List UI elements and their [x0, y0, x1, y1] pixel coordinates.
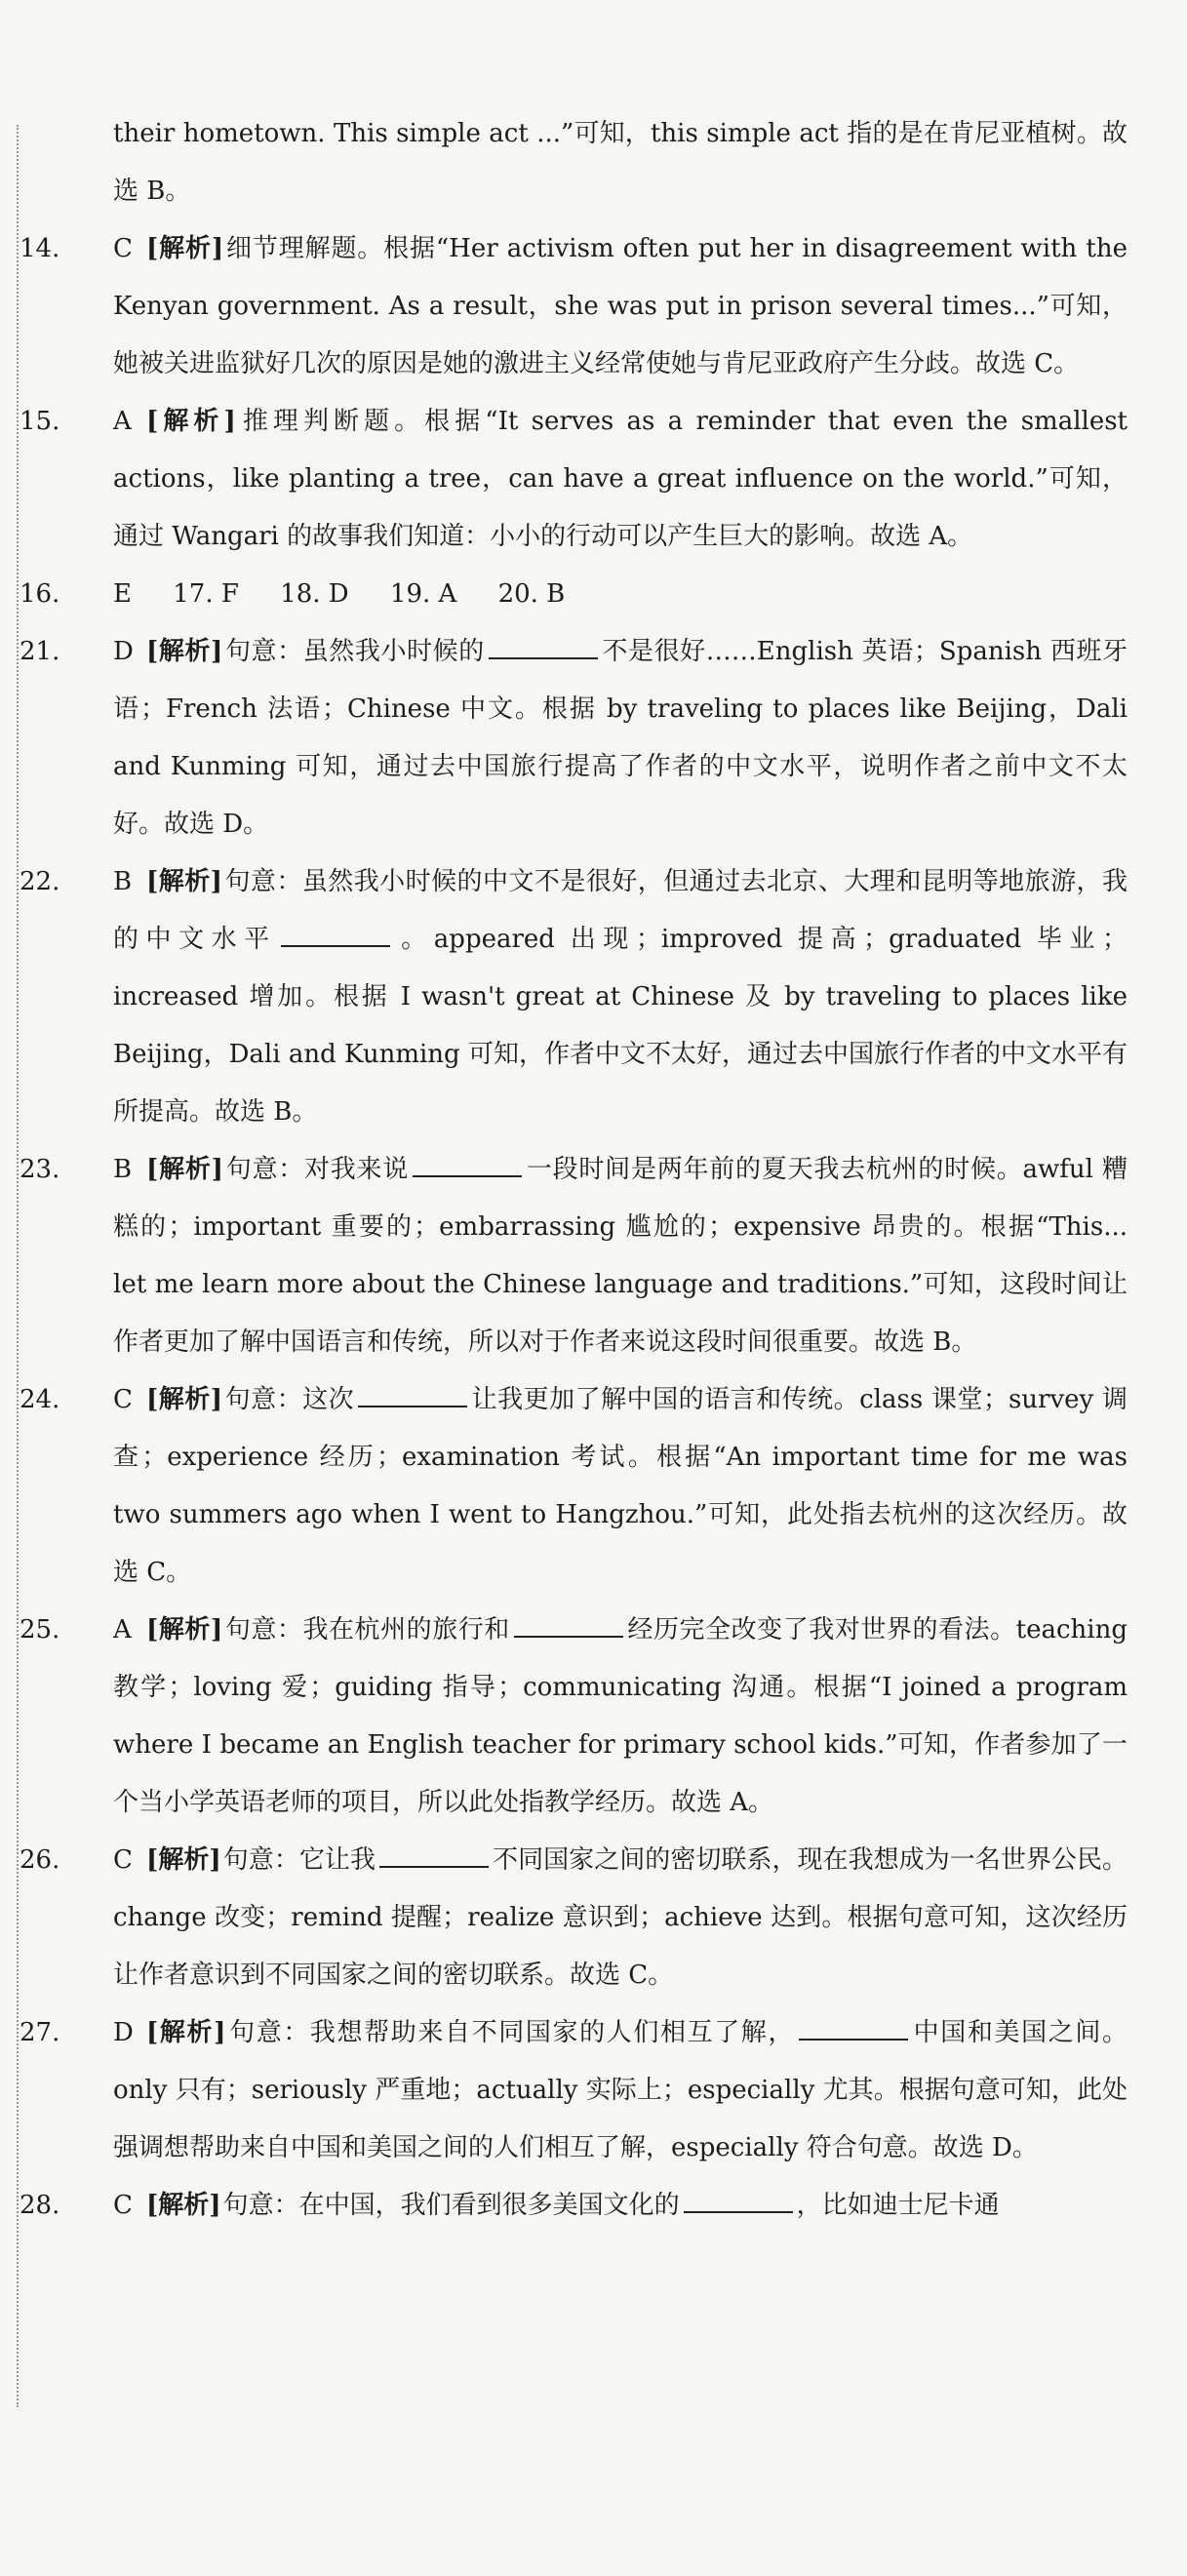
explanation-text-rest: ，比如迪士尼卡通 — [796, 2191, 1000, 2220]
answer-entry-27 — [20, 2004, 1128, 2177]
answer-entry-24 — [20, 1371, 1128, 1602]
explanation-text: 句意：虽然我小时候的 — [224, 637, 485, 666]
question-number: 21. — [20, 637, 60, 666]
answer-entry-28 — [20, 2177, 1128, 2235]
analysis-tag: [解析] — [146, 1615, 223, 1645]
explanation-text-rest: 不同国家之间的密切联系，现在我想成为一名世界公民。change 改变；remind 提醒；realize 意识到；achieve 达到。根据句意可知，这次经历让作者意识到不同国家之间的密切联系。故选 C。 — [113, 1845, 1128, 1990]
explanation-text: 细节理解题。根据“Her activism often put her in disagreement with the Kenyan government. As a result，she was put in prison several times...”可知，她被关进监狱好几次的原因是她的激进主义经常使她与肯尼亚政府产生分歧。故选 C。 — [113, 234, 1128, 378]
answer-letter: C — [113, 1845, 133, 1875]
analysis-tag: [解析] — [146, 1155, 223, 1184]
explanation-text-rest: 。appeared 出现；improved 提高；graduated 毕业；increased 增加。根据 I wasn't great at Chinese 及 by traveling to places like Beijing，Dali and Kunming 可知，作者中文不太好，通过去中国旅行作者的中文水平有所提高。故选 B。 — [113, 925, 1128, 1127]
fill-blank — [281, 924, 390, 947]
lead-text: their hometown. This simple act ...”可知，this simple act 指的是在肯尼亚植树。故选 B。 — [113, 119, 1128, 206]
explanation-text-rest: 经历完全改变了我对世界的看法。teaching 教学；loving 爱；guiding 指导；communicating 沟通。根据“I joined a program where I became an English teacher for primary school kids.”可知，作者参加了一个当小学英语老师的项目，所以此处指教学经历。故选 A。 — [113, 1615, 1128, 1817]
answer-letter: C — [113, 234, 133, 263]
answer-item: 18. D — [280, 579, 349, 609]
fill-blank — [514, 1614, 623, 1638]
answer-letter: B — [113, 867, 133, 896]
answer-letter: D — [113, 637, 134, 666]
explanation-text: 句意：对我来说 — [224, 1155, 410, 1184]
explanation-text: 句意：在中国，我们看到很多美国文化的 — [222, 2191, 680, 2220]
explanation-text: 句意：虽然我小时候的中文不是很好，但通过去北京、大理和昆明等地旅游，我的中文水平 — [113, 867, 1128, 954]
answer-letter: A — [113, 407, 132, 436]
answer-entry-14 — [20, 220, 1128, 393]
answer-letter: A — [113, 1615, 132, 1645]
answer-entry-16-20 — [20, 566, 1128, 623]
answer-entry-15 — [20, 393, 1128, 566]
analysis-tag: [解析] — [146, 867, 222, 896]
fill-blank — [684, 2190, 793, 2213]
explanation-text-rest: 让我更加了解中国的语言和传统。class 课堂；survey 调查；experience 经历；examination 考试。根据“An important time for me was two summers ago when I went to Hangzhou.”可知，此处指去杭州的这次经历。故选 C。 — [113, 1385, 1128, 1587]
answer-entry-23 — [20, 1141, 1128, 1371]
answer-letter: C — [113, 2191, 133, 2220]
answer-letter: C — [113, 1385, 133, 1414]
answer-entry-25 — [20, 1602, 1128, 1832]
question-number: 23. — [20, 1155, 60, 1184]
question-number: 26. — [20, 1845, 60, 1875]
explanation-text-rest: 一段时间是两年前的夏天我去杭州的时候。awful 糟糕的；important 重要的；embarrassing 尴尬的；expensive 昂贵的。根据“This... let me learn more about the Chinese language and traditions.”可知，这段时间让作者更加了解中国语言和传统，所以对于作者来说这段时间很重要。故选 B。 — [113, 1155, 1128, 1357]
explanation-text: 句意：我在杭州的旅行和 — [224, 1615, 510, 1645]
analysis-tag: [解析] — [146, 234, 224, 263]
fill-blank — [358, 1384, 467, 1407]
answer-letter: B — [113, 1155, 133, 1184]
fill-blank — [799, 2017, 908, 2041]
fill-blank — [489, 636, 598, 659]
explanation-text: 推理判断题。根据“It serves as a reminder that even the smallest actions，like planting a tree，can have a great influence on the world.”可知，通过 Wangari 的故事我们知道：小小的行动可以产生巨大的影响。故选 A。 — [113, 407, 1128, 551]
analysis-tag: [解析] — [146, 2191, 221, 2220]
answer-item: 20. B — [497, 579, 566, 609]
explanation-text-rest: 不是很好……English 英语；Spanish 西班牙语；French 法语；Chinese 中文。根据 by traveling to places like Beijing，Dali and Kunming 可知，通过去中国旅行提高了作者的中文水平，说明作者之前中文不太好。故选 D。 — [113, 637, 1128, 839]
analysis-tag: [解析] — [146, 407, 236, 436]
page-margin-line — [17, 125, 19, 2407]
question-number: 24. — [20, 1385, 60, 1414]
analysis-tag: [解析] — [146, 1845, 221, 1875]
analysis-tag: [解析] — [146, 2018, 226, 2047]
answer-letter: D — [113, 2018, 134, 2047]
answer-explanation-page — [20, 105, 1128, 2235]
explanation-text-rest: 中国和美国之间。only 只有；seriously 严重地；actually 实际上；especially 尤其。根据句意可知，此处强调想帮助来自中国和美国之间的人们相互了解，especially 符合句意。故选 D。 — [113, 2018, 1128, 2162]
explanation-text: 句意：它让我 — [222, 1845, 376, 1875]
fill-blank — [413, 1154, 522, 1177]
question-number: 16. — [20, 579, 60, 609]
analysis-tag: [解析] — [146, 637, 223, 666]
answer-entry-22 — [20, 853, 1128, 1141]
question-number: 15. — [20, 407, 60, 436]
question-number: 14. — [20, 234, 60, 263]
answer-item: 19. A — [389, 579, 457, 609]
answer-item: E — [113, 579, 132, 609]
explanation-text: 句意：这次 — [224, 1385, 355, 1414]
question-number: 22. — [20, 867, 60, 896]
answer-item: 17. F — [173, 579, 239, 609]
answer-entry-26 — [20, 1832, 1128, 2004]
lead-continuation — [20, 105, 1128, 220]
analysis-tag: [解析] — [146, 1385, 223, 1414]
question-number: 27. — [20, 2018, 60, 2047]
question-number: 25. — [20, 1615, 60, 1645]
question-number: 28. — [20, 2191, 60, 2220]
explanation-text: 句意：我想帮助来自不同国家的人们相互了解， — [227, 2018, 796, 2047]
answer-entry-21 — [20, 623, 1128, 853]
fill-blank — [379, 1844, 489, 1868]
